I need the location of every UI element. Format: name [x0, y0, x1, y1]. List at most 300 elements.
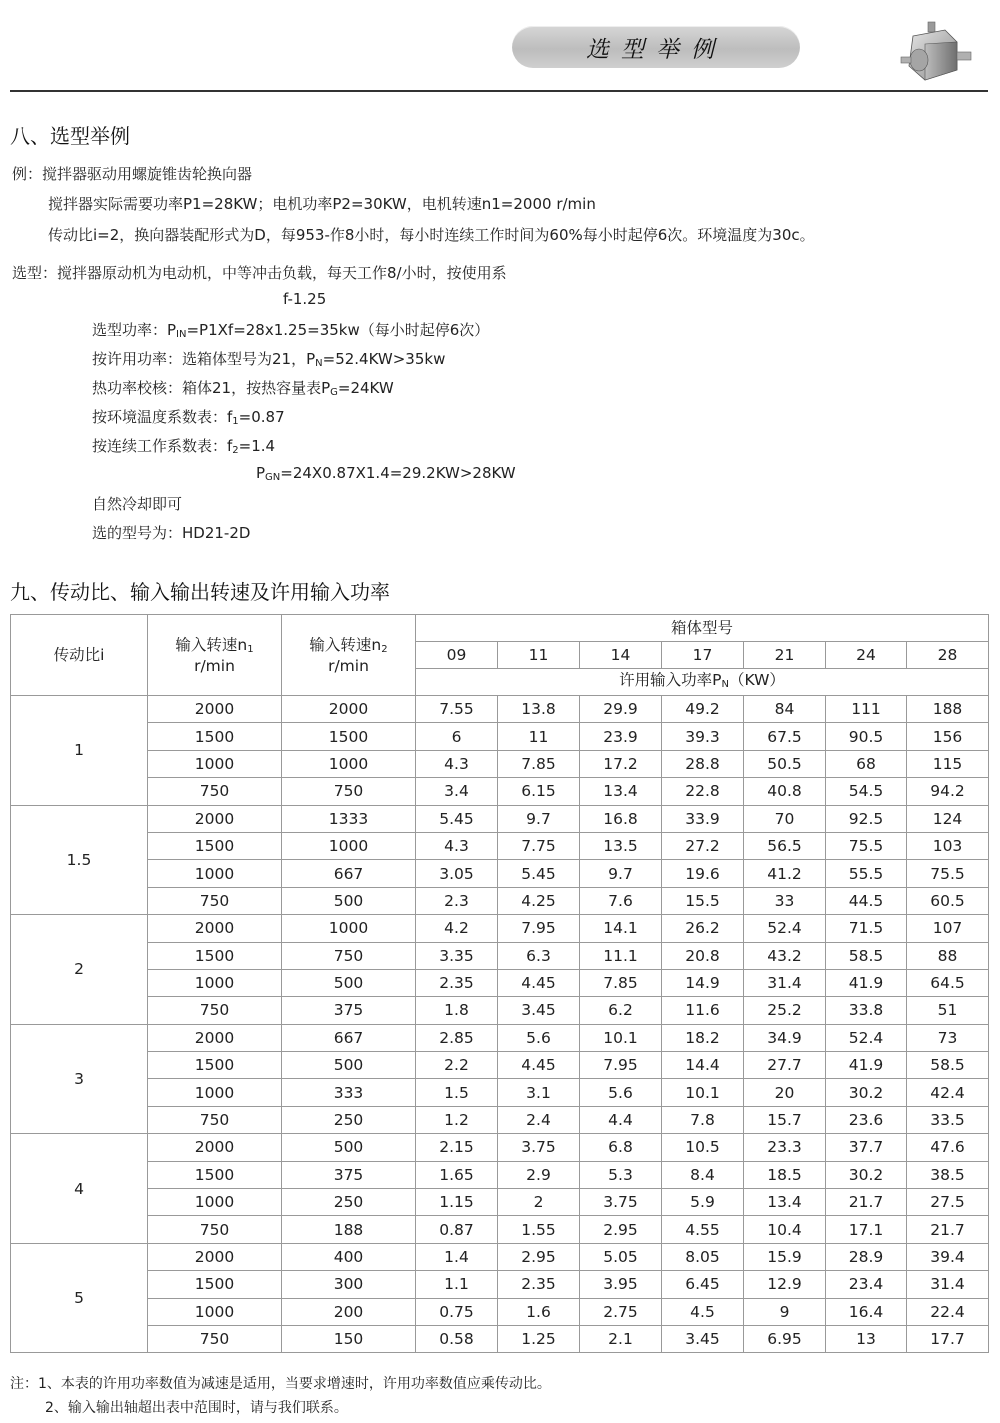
selection-temperature-sub: 1	[232, 416, 239, 427]
col-n1-header	[148, 615, 282, 696]
table-row	[11, 969, 989, 996]
table-row	[11, 1298, 989, 1325]
table-row	[11, 1024, 989, 1051]
power-cell: 4.5	[662, 1298, 744, 1325]
power-cell: 5.45	[498, 860, 580, 887]
power-cell: 39.3	[662, 723, 744, 750]
n1-cell: 1000	[148, 750, 282, 777]
power-cell: 4.55	[662, 1216, 744, 1243]
n1-cell: 750	[148, 1106, 282, 1133]
power-cell: 2.35	[416, 969, 498, 996]
selection-thermal-sub: G	[330, 387, 338, 398]
power-cell: 29.9	[580, 696, 662, 723]
power-cell: 1.6	[498, 1298, 580, 1325]
n1-cell: 2000	[148, 696, 282, 723]
power-cell: 56.5	[744, 832, 826, 859]
table-row	[11, 696, 989, 723]
box-size: 09	[416, 642, 498, 669]
example-line-2: 搅拌器实际需要功率P1=28KW；电机功率P2=30KW，电机转速n1=2000 r/min	[48, 195, 596, 213]
col-n2-unit: r/min	[328, 656, 369, 675]
power-cell: 33	[744, 887, 826, 914]
power-cell: 14.9	[662, 969, 744, 996]
power-cell: 18.2	[662, 1024, 744, 1051]
power-cell: 3.45	[498, 997, 580, 1024]
n2-cell: 1500	[282, 723, 416, 750]
power-cell: 156	[907, 723, 989, 750]
n2-cell: 1000	[282, 750, 416, 777]
selection-power-sub: IN	[176, 329, 187, 340]
power-label-sub: N	[721, 678, 729, 690]
power-cell: 49.2	[662, 696, 744, 723]
power-cell: 5.9	[662, 1189, 744, 1216]
power-cell: 41.2	[744, 860, 826, 887]
power-cell: 58.5	[826, 942, 907, 969]
power-cell: 58.5	[907, 1052, 989, 1079]
power-cell: 7.95	[580, 1052, 662, 1079]
table-row	[11, 1325, 989, 1352]
power-cell: 7.85	[580, 969, 662, 996]
power-cell: 1.15	[416, 1189, 498, 1216]
box-size: 28	[907, 642, 989, 669]
n1-cell: 1000	[148, 1189, 282, 1216]
power-cell: 26.2	[662, 915, 744, 942]
table-row	[11, 1161, 989, 1188]
power-cell: 73	[907, 1024, 989, 1051]
power-cell: 33.9	[662, 805, 744, 832]
n2-cell: 375	[282, 1161, 416, 1188]
n1-cell: 2000	[148, 805, 282, 832]
power-cell: 23.4	[826, 1271, 907, 1298]
power-cell: 71.5	[826, 915, 907, 942]
power-cell: 2.35	[498, 1271, 580, 1298]
col-n1-sub: 1	[247, 643, 254, 655]
power-cell: 22.8	[662, 778, 744, 805]
power-cell: 3.45	[662, 1325, 744, 1352]
power-cell: 2.4	[498, 1106, 580, 1133]
selection-thermal-label: 热功率校核：箱体21，按热容量表P	[92, 379, 331, 397]
table-row	[11, 1079, 989, 1106]
selection-cooling: 自然冷却即可	[92, 495, 183, 513]
power-cell: 4.4	[580, 1106, 662, 1133]
selection-power	[92, 319, 489, 340]
col-ratio-header: 传动比i	[11, 615, 148, 696]
power-cell: 11.1	[580, 942, 662, 969]
power-cell: 3.4	[416, 778, 498, 805]
power-cell: 115	[907, 750, 989, 777]
power-cell: 47.6	[907, 1134, 989, 1161]
table-row	[11, 887, 989, 914]
power-cell: 15.9	[744, 1243, 826, 1270]
power-cell: 25.2	[744, 997, 826, 1024]
power-cell: 21.7	[826, 1189, 907, 1216]
table-row	[11, 1243, 989, 1270]
power-cell: 17.1	[826, 1216, 907, 1243]
n2-cell: 375	[282, 997, 416, 1024]
power-cell: 60.5	[907, 887, 989, 914]
n2-cell: 500	[282, 969, 416, 996]
power-cell: 4.45	[498, 969, 580, 996]
power-cell: 21.7	[907, 1216, 989, 1243]
selection-power-label: 选型功率：P	[92, 321, 177, 339]
n1-cell: 750	[148, 778, 282, 805]
power-cell: 0.58	[416, 1325, 498, 1352]
power-cell: 103	[907, 832, 989, 859]
power-cell: 2.95	[580, 1216, 662, 1243]
ratio-cell: 1	[11, 696, 148, 806]
power-cell: 3.35	[416, 942, 498, 969]
power-cell: 42.4	[907, 1079, 989, 1106]
ratio-cell: 2	[11, 915, 148, 1025]
power-cell: 44.5	[826, 887, 907, 914]
n1-cell: 1500	[148, 1271, 282, 1298]
power-cell: 27.5	[907, 1189, 989, 1216]
box-size: 17	[662, 642, 744, 669]
power-cell: 11.6	[662, 997, 744, 1024]
box-size: 11	[498, 642, 580, 669]
power-cell: 39.4	[907, 1243, 989, 1270]
power-cell: 13.5	[580, 832, 662, 859]
power-cell: 5.45	[416, 805, 498, 832]
power-cell: 7.85	[498, 750, 580, 777]
power-cell: 18.5	[744, 1161, 826, 1188]
power-cell: 1.2	[416, 1106, 498, 1133]
power-cell: 6.8	[580, 1134, 662, 1161]
n2-cell: 500	[282, 887, 416, 914]
n1-cell: 2000	[148, 1024, 282, 1051]
table-row	[11, 1216, 989, 1243]
power-cell: 23.9	[580, 723, 662, 750]
n2-cell: 300	[282, 1271, 416, 1298]
power-cell: 3.75	[498, 1134, 580, 1161]
power-cell: 2.85	[416, 1024, 498, 1051]
n2-cell: 333	[282, 1079, 416, 1106]
power-cell: 2	[498, 1189, 580, 1216]
example-line-3: 传动比i=2，换向器装配形式为D，每953-作8小时，每小时连续工作时间为60%每小时起停6次。环境温度为30c。	[48, 226, 815, 244]
power-cell: 88	[907, 942, 989, 969]
power-cell: 33.8	[826, 997, 907, 1024]
power-cell: 1.4	[416, 1243, 498, 1270]
power-cell: 50.5	[744, 750, 826, 777]
power-cell: 10.1	[580, 1024, 662, 1051]
table-row	[11, 997, 989, 1024]
power-cell: 34.9	[744, 1024, 826, 1051]
power-cell: 2.2	[416, 1052, 498, 1079]
power-cell: 27.2	[662, 832, 744, 859]
selection-pgn-rest: =24X0.87X1.4=29.2KW>28KW	[280, 464, 516, 482]
power-cell: 13	[826, 1325, 907, 1352]
power-cell: 9.7	[498, 805, 580, 832]
power-cell: 13.8	[498, 696, 580, 723]
selection-intro: 选型：搅拌器原动机为电动机，中等冲击负载，每天工作8/小时，按使用系	[12, 264, 507, 282]
header-rule	[10, 90, 988, 92]
power-cell: 52.4	[826, 1024, 907, 1051]
table-row	[11, 1106, 989, 1133]
power-cell: 30.2	[826, 1161, 907, 1188]
power-cell: 6.15	[498, 778, 580, 805]
power-cell: 17.2	[580, 750, 662, 777]
power-cell: 16.4	[826, 1298, 907, 1325]
power-cell: 0.87	[416, 1216, 498, 1243]
n1-cell: 2000	[148, 915, 282, 942]
power-cell: 9	[744, 1298, 826, 1325]
col-n2-label: 输入转速n	[309, 635, 382, 654]
power-cell: 9.7	[580, 860, 662, 887]
power-cell: 11	[498, 723, 580, 750]
selection-continuous-rest: =1.4	[238, 437, 276, 455]
power-cell: 7.6	[580, 887, 662, 914]
power-cell: 28.8	[662, 750, 744, 777]
power-cell: 84	[744, 696, 826, 723]
table-row	[11, 1052, 989, 1079]
power-cell: 20	[744, 1079, 826, 1106]
table-row	[11, 750, 989, 777]
power-cell: 1.65	[416, 1161, 498, 1188]
power-cell: 4.2	[416, 915, 498, 942]
power-cell: 15.7	[744, 1106, 826, 1133]
power-cell: 23.6	[826, 1106, 907, 1133]
n2-cell: 250	[282, 1189, 416, 1216]
col-n1-unit: r/min	[194, 656, 235, 675]
n2-cell: 250	[282, 1106, 416, 1133]
table-row	[11, 805, 989, 832]
selection-continuous	[92, 435, 275, 456]
power-cell: 2.75	[580, 1298, 662, 1325]
selection-temperature-label: 按环境温度系数表：f	[92, 408, 233, 426]
n2-cell: 667	[282, 1024, 416, 1051]
power-cell: 1.8	[416, 997, 498, 1024]
n2-cell: 200	[282, 1298, 416, 1325]
n1-cell: 750	[148, 1216, 282, 1243]
power-cell: 3.05	[416, 860, 498, 887]
power-cell: 75.5	[907, 860, 989, 887]
power-cell: 0.75	[416, 1298, 498, 1325]
table-row	[11, 1134, 989, 1161]
n2-cell: 500	[282, 1134, 416, 1161]
power-cell: 37.7	[826, 1134, 907, 1161]
banner-title: 选型举例	[586, 36, 726, 63]
selection-allowed-sub: N	[315, 358, 323, 369]
power-cell: 7.55	[416, 696, 498, 723]
n1-cell: 1000	[148, 860, 282, 887]
n2-cell: 1333	[282, 805, 416, 832]
table-row	[11, 778, 989, 805]
box-size: 24	[826, 642, 907, 669]
power-cell: 16.8	[580, 805, 662, 832]
selection-power-rest: =P1Xf=28x1.25=35kw（每小时起停6次）	[186, 321, 490, 339]
box-size-header: 箱体型号	[416, 615, 989, 642]
power-cell: 94.2	[907, 778, 989, 805]
power-cell: 17.7	[907, 1325, 989, 1352]
power-cell: 111	[826, 696, 907, 723]
example-line-1: 例：搅拌器驱动用螺旋锥齿轮换向器	[12, 165, 253, 183]
table-row	[11, 860, 989, 887]
header-banner	[512, 26, 800, 68]
power-cell: 12.9	[744, 1271, 826, 1298]
note-1: 注：1、本表的许用功率数值为减速是适用，当要求增速时，许用功率数值应乘传动比。	[10, 1376, 551, 1392]
power-cell: 22.4	[907, 1298, 989, 1325]
power-cell: 30.2	[826, 1079, 907, 1106]
power-cell: 8.4	[662, 1161, 744, 1188]
n1-cell: 750	[148, 887, 282, 914]
selection-factor: f-1.25	[283, 290, 327, 308]
power-cell: 52.4	[744, 915, 826, 942]
power-cell: 15.5	[662, 887, 744, 914]
power-cell: 10.4	[744, 1216, 826, 1243]
power-cell: 1.1	[416, 1271, 498, 1298]
n2-cell: 750	[282, 942, 416, 969]
table-row	[11, 723, 989, 750]
power-cell: 5.6	[498, 1024, 580, 1051]
power-cell: 27.7	[744, 1052, 826, 1079]
bevel-gearbox-icon	[895, 20, 975, 90]
power-cell: 3.1	[498, 1079, 580, 1106]
ratio-cell: 1.5	[11, 805, 148, 915]
power-cell: 5.6	[580, 1079, 662, 1106]
power-cell: 1.5	[416, 1079, 498, 1106]
power-cell: 38.5	[907, 1161, 989, 1188]
power-cell: 10.1	[662, 1079, 744, 1106]
power-cell: 1.25	[498, 1325, 580, 1352]
n1-cell: 2000	[148, 1243, 282, 1270]
n1-cell: 1500	[148, 832, 282, 859]
power-cell: 8.05	[662, 1243, 744, 1270]
table-row	[11, 915, 989, 942]
power-cell: 2.15	[416, 1134, 498, 1161]
power-cell: 3.95	[580, 1271, 662, 1298]
n1-cell: 2000	[148, 1134, 282, 1161]
power-cell: 14.1	[580, 915, 662, 942]
n2-cell: 2000	[282, 696, 416, 723]
selection-pgn	[256, 464, 516, 483]
ratio-cell: 3	[11, 1024, 148, 1134]
power-cell: 33.5	[907, 1106, 989, 1133]
power-cell: 31.4	[744, 969, 826, 996]
n1-cell: 1000	[148, 969, 282, 996]
power-cell: 43.2	[744, 942, 826, 969]
power-cell: 2.3	[416, 887, 498, 914]
selection-continuous-label: 按连续工作系数表：f	[92, 437, 233, 455]
selection-allowed	[92, 348, 445, 369]
n2-cell: 188	[282, 1216, 416, 1243]
note-2: 2、输入输出轴超出表中范围时，请与我们联系。	[45, 1400, 348, 1416]
power-cell: 5.05	[580, 1243, 662, 1270]
ratio-cell: 5	[11, 1243, 148, 1353]
power-cell: 188	[907, 696, 989, 723]
section8-heading: 八、选型举例	[10, 124, 130, 148]
n2-cell: 500	[282, 1052, 416, 1079]
selection-continuous-sub: 2	[232, 445, 239, 456]
selection-allowed-rest: =52.4KW>35kw	[322, 350, 446, 368]
table-row	[11, 942, 989, 969]
power-cell: 7.8	[662, 1106, 744, 1133]
selection-result: 选的型号为：HD21-2D	[92, 524, 251, 542]
power-cell: 6	[416, 723, 498, 750]
table-row	[11, 1189, 989, 1216]
n1-cell: 750	[148, 997, 282, 1024]
power-cell: 92.5	[826, 805, 907, 832]
n1-cell: 1500	[148, 723, 282, 750]
n2-cell: 1000	[282, 832, 416, 859]
table-row	[11, 1271, 989, 1298]
selection-pgn-sub: GN	[265, 472, 281, 483]
box-size: 21	[744, 642, 826, 669]
power-cell: 13.4	[580, 778, 662, 805]
col-n2-sub: 2	[381, 643, 388, 655]
power-cell: 7.75	[498, 832, 580, 859]
power-cell: 5.3	[580, 1161, 662, 1188]
power-cell: 6.2	[580, 997, 662, 1024]
box-size: 14	[580, 642, 662, 669]
power-cell: 54.5	[826, 778, 907, 805]
n2-cell: 150	[282, 1325, 416, 1352]
power-cell: 6.45	[662, 1271, 744, 1298]
power-cell: 6.95	[744, 1325, 826, 1352]
selection-thermal	[92, 377, 394, 398]
selection-temperature-rest: =0.87	[238, 408, 285, 426]
power-cell: 4.45	[498, 1052, 580, 1079]
power-cell: 19.6	[662, 860, 744, 887]
power-cell: 41.9	[826, 1052, 907, 1079]
power-cell: 64.5	[907, 969, 989, 996]
power-label: 许用输入功率P	[619, 670, 722, 689]
power-cell: 75.5	[826, 832, 907, 859]
power-cell: 40.8	[744, 778, 826, 805]
power-cell: 124	[907, 805, 989, 832]
table-body	[11, 696, 989, 1353]
power-cell: 23.3	[744, 1134, 826, 1161]
selection-thermal-rest: =24KW	[337, 379, 394, 397]
power-table	[10, 614, 989, 1353]
power-cell: 7.95	[498, 915, 580, 942]
power-cell: 68	[826, 750, 907, 777]
col-n2-header	[282, 615, 416, 696]
n1-cell: 750	[148, 1325, 282, 1352]
n1-cell: 1500	[148, 1161, 282, 1188]
selection-allowed-label: 按许用功率：选箱体型号为21，P	[92, 350, 316, 368]
power-cell: 28.9	[826, 1243, 907, 1270]
table-row	[11, 832, 989, 859]
power-cell: 4.25	[498, 887, 580, 914]
ratio-cell: 4	[11, 1134, 148, 1244]
n2-cell: 1000	[282, 915, 416, 942]
selection-pgn-label: P	[256, 464, 266, 482]
power-cell: 55.5	[826, 860, 907, 887]
n2-cell: 667	[282, 860, 416, 887]
n1-cell: 1000	[148, 1298, 282, 1325]
power-cell: 90.5	[826, 723, 907, 750]
power-cell: 20.8	[662, 942, 744, 969]
power-unit-header	[416, 669, 989, 696]
n1-cell: 1000	[148, 1079, 282, 1106]
power-cell: 1.55	[498, 1216, 580, 1243]
power-cell: 107	[907, 915, 989, 942]
power-cell: 3.75	[580, 1189, 662, 1216]
power-cell: 10.5	[662, 1134, 744, 1161]
power-cell: 70	[744, 805, 826, 832]
power-cell: 2.95	[498, 1243, 580, 1270]
selection-temperature	[92, 406, 285, 427]
power-cell: 67.5	[744, 723, 826, 750]
section9-heading: 九、传动比、输入输出转速及许用输入功率	[10, 580, 390, 604]
power-cell: 51	[907, 997, 989, 1024]
power-cell: 2.9	[498, 1161, 580, 1188]
power-cell: 31.4	[907, 1271, 989, 1298]
power-cell: 41.9	[826, 969, 907, 996]
power-cell: 14.4	[662, 1052, 744, 1079]
power-label-unit: （KW）	[728, 670, 785, 689]
power-cell: 13.4	[744, 1189, 826, 1216]
power-cell: 4.3	[416, 750, 498, 777]
